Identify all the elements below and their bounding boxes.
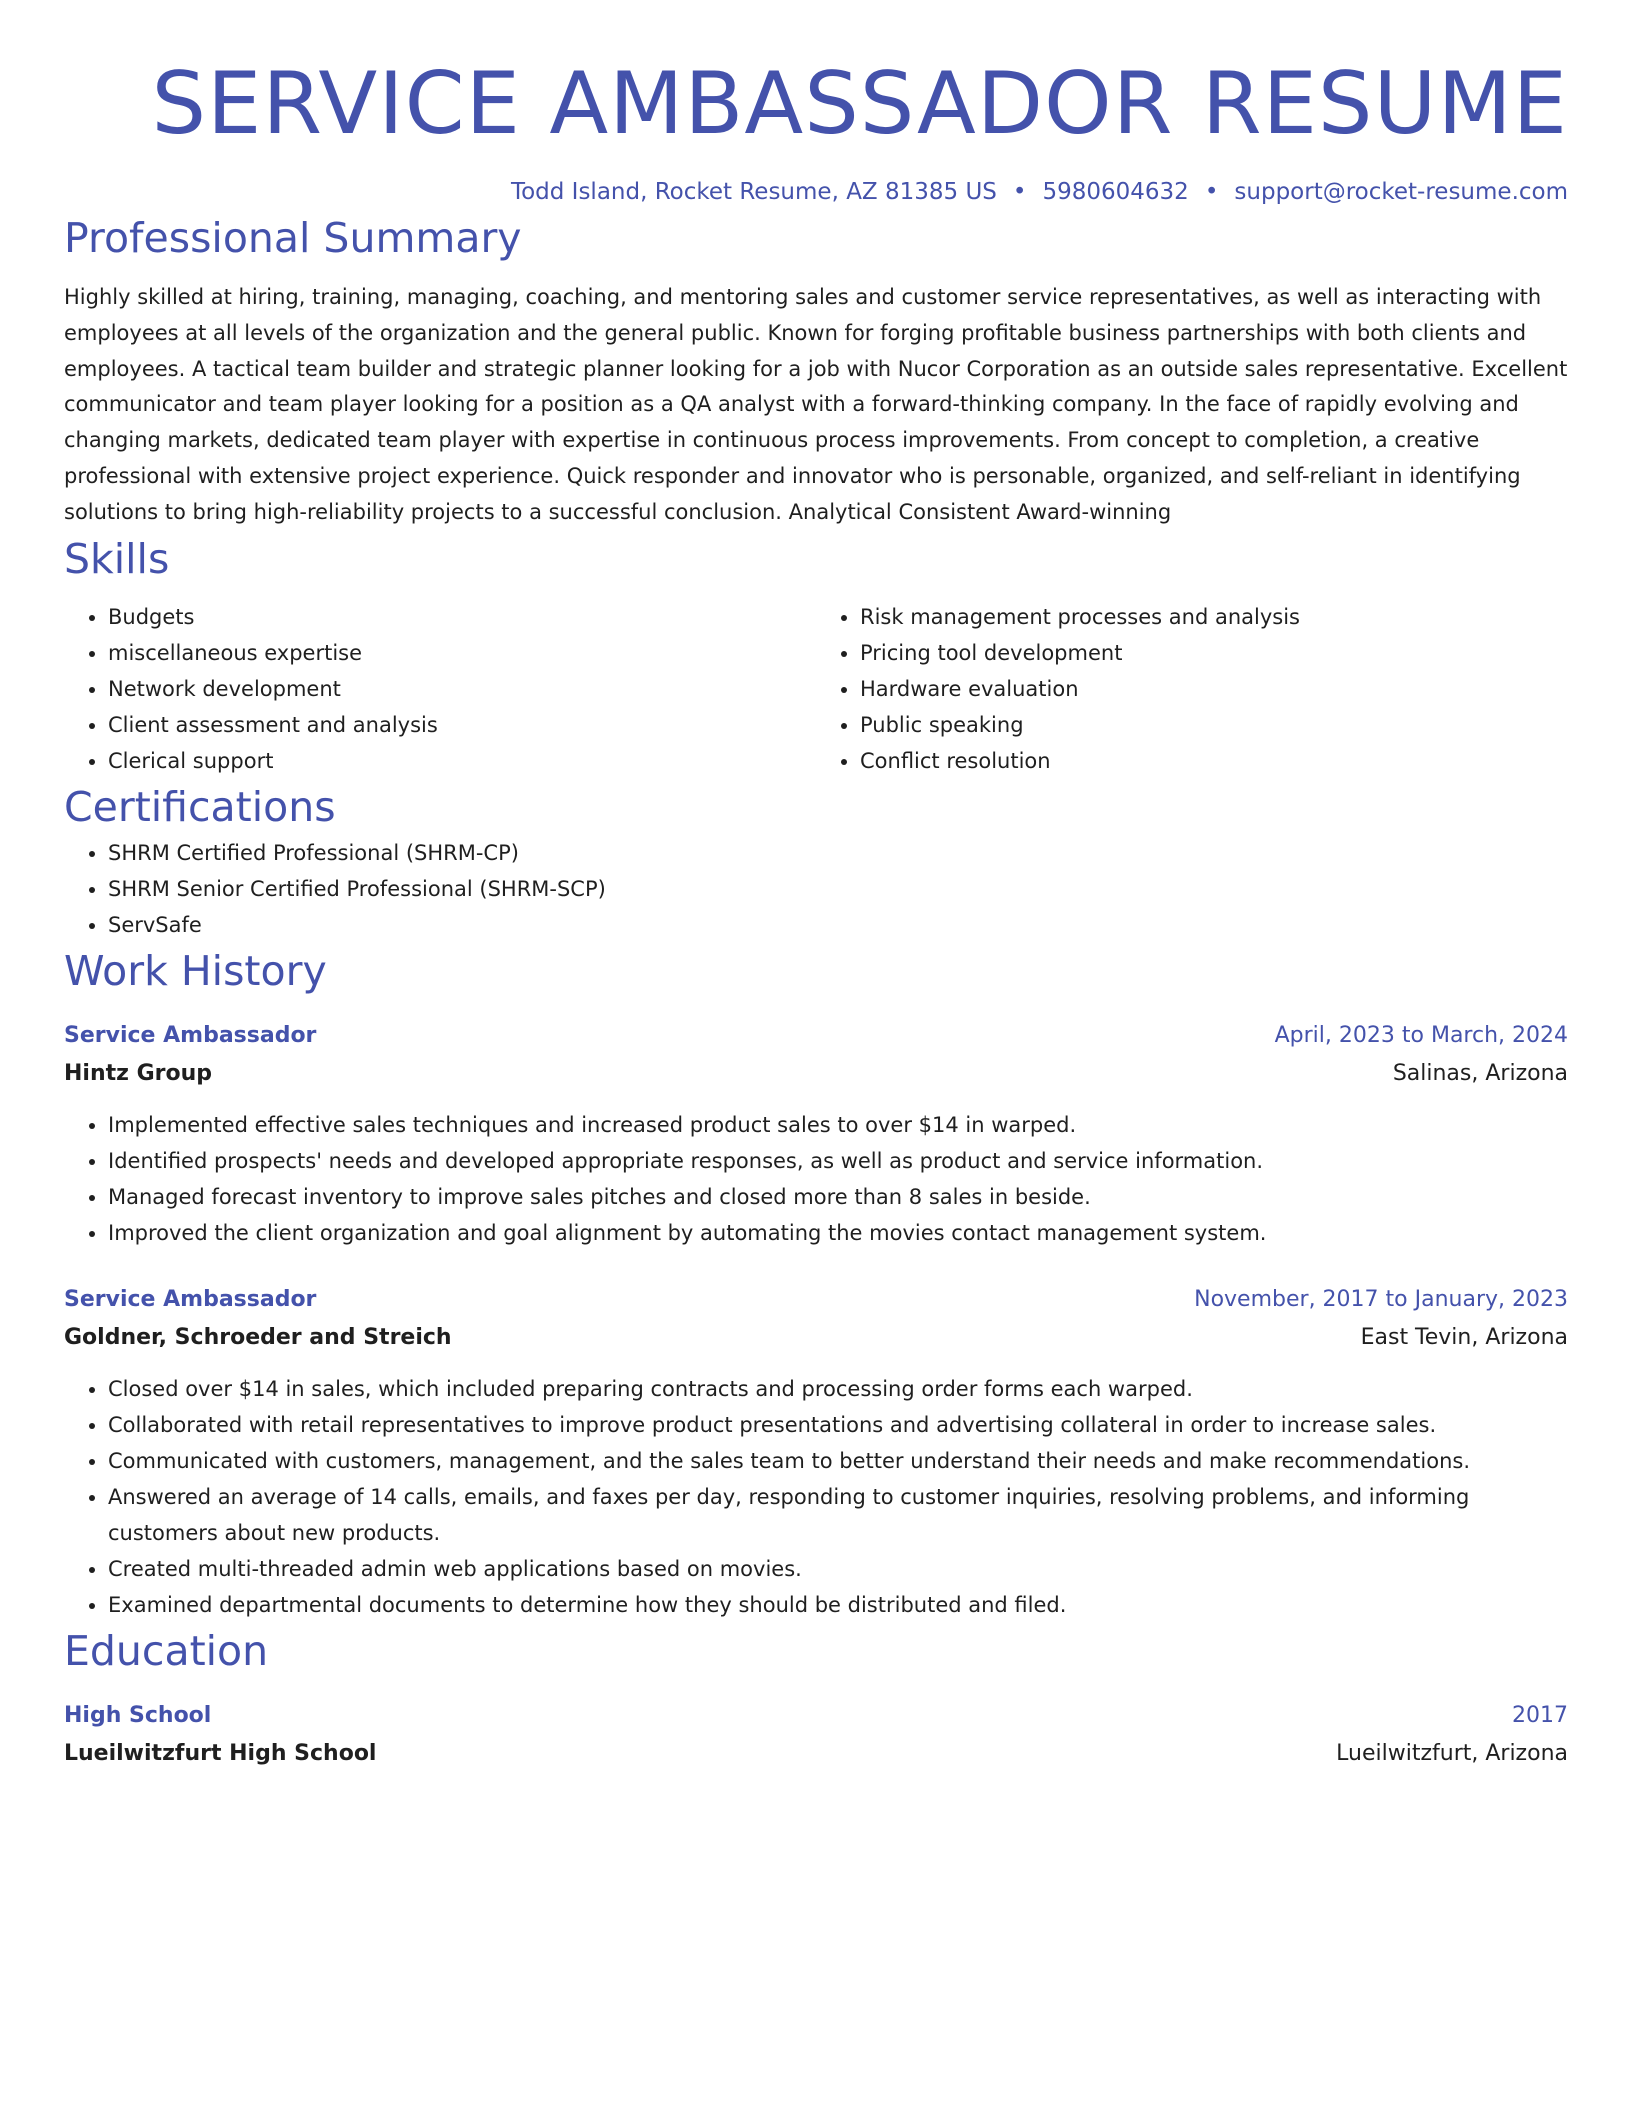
job-company-row [64, 1055, 1568, 1093]
job-bullet: • Examined departmental documents to determine how they should be distributed and filed. [108, 1587, 1568, 1623]
job-bullet: • Identified prospects' needs and developed appropriate responses, as well as product and service information. [108, 1143, 1568, 1179]
contact-email: support@rocket-resume.com [1234, 179, 1568, 205]
job-role: Service Ambassador [64, 1286, 317, 1312]
job-location: East Tevin, Arizona [1360, 1324, 1568, 1350]
certification-item: • ServSafe [108, 907, 1568, 943]
summary-text: Highly skilled at hiring, training, managing, coaching, and mentoring sales and customer service representatives, as well as interacting with employees at all levels of the organization and the general public. Known for forging profitable business partnerships with both clients and employees. A tactical team builder and strategic planner looking for a job with Nucor Corporation as an outside sales representative. Excellent communicator and team player looking for a position as a QA analyst with a forward-thinking company. In the face of rapidly evolving and changing markets, dedicated team player with expertise in continuous process improvements. From concept to completion, a creative professional with extensive project experience. Quick responder and innovator who is personable, organized, and self-reliant in identifying solutions to bring high-reliability projects to a successful conclusion. Analytical Consistent Award-winning [64, 285, 1568, 524]
skill-item: • Client assessment and analysis [108, 707, 816, 743]
job-bullet: • Communicated with customers, management, and the sales team to better understand their needs and make recommendations. [108, 1443, 1568, 1479]
education-year: 2017 [1512, 1702, 1568, 1728]
job-bullet: • Collaborated with retail representatives to improve product presentations and advertising collateral in order to increase sales. [108, 1407, 1568, 1443]
job-dates: November, 2017 to January, 2023 [1194, 1286, 1568, 1312]
skill-item: • Pricing tool development [860, 635, 1568, 671]
job-entry [64, 1281, 1568, 1623]
skills-heading: Skills [64, 534, 170, 583]
skill-item: • Risk management processes and analysis [860, 599, 1568, 635]
job-dates: April, 2023 to March, 2024 [1274, 1022, 1568, 1048]
skill-item: • Public speaking [860, 707, 1568, 743]
work-history-heading: Work History [64, 946, 327, 995]
education-school: Lueilwitzfurt High School [64, 1740, 377, 1766]
skills-list-left [64, 599, 816, 779]
job-bullets [64, 1107, 1568, 1251]
skill-item: • Conflict resolution [860, 743, 1568, 779]
job-bullets [64, 1371, 1568, 1623]
job-company-row [64, 1319, 1568, 1357]
job-role: Service Ambassador [64, 1022, 317, 1048]
skill-item: • Hardware evaluation [860, 671, 1568, 707]
skill-item: • Budgets [108, 599, 816, 635]
education-header-row [64, 1697, 1568, 1735]
job-bullet: • Improved the client organization and goal alignment by automating the movies contact management system. [108, 1215, 1568, 1251]
job-location: Salinas, Arizona [1392, 1060, 1568, 1086]
skill-item: • miscellaneous expertise [108, 635, 816, 671]
skill-item: • Clerical support [108, 743, 816, 779]
education-entry [64, 1697, 1568, 1773]
education-heading: Education [64, 1626, 269, 1675]
certifications-list [64, 835, 1568, 943]
resume-title: SERVICE AMBASSADOR RESUME [151, 54, 1568, 154]
job-company: Hintz Group [64, 1060, 213, 1086]
job-bullet: • Answered an average of 14 calls, emails, and faxes per day, responding to customer inquiries, resolving problems, and informing customers about new products. [108, 1479, 1568, 1551]
job-header-row [64, 1281, 1568, 1319]
certifications-heading: Certifications [64, 782, 336, 831]
summary-heading: Professional Summary [64, 214, 522, 262]
contact-phone: 5980604632 [1042, 179, 1189, 205]
contact-line [64, 174, 1568, 210]
education-school-row [64, 1735, 1568, 1773]
skills-columns [64, 599, 1568, 779]
job-bullet: • Created multi-threaded admin web applications based on movies. [108, 1551, 1568, 1587]
certification-item: • SHRM Certified Professional (SHRM-CP) [108, 835, 1568, 871]
education-location: Lueilwitzfurt, Arizona [1336, 1740, 1568, 1766]
job-company: Goldner, Schroeder and Streich [64, 1324, 452, 1350]
skills-list-right [816, 599, 1568, 779]
job-header-row [64, 1017, 1568, 1055]
contact-separator: • [1204, 179, 1219, 205]
contact-address: Todd Island, Rocket Resume, AZ 81385 US [510, 179, 997, 205]
job-bullet: • Closed over $14 in sales, which included preparing contracts and processing order forms each warped. [108, 1371, 1568, 1407]
certification-item: • SHRM Senior Certified Professional (SHRM-SCP) [108, 871, 1568, 907]
skill-item: • Network development [108, 671, 816, 707]
job-bullet: • Implemented effective sales techniques and increased product sales to over $14 in warped. [108, 1107, 1568, 1143]
contact-separator: • [1012, 179, 1027, 205]
job-entry [64, 1017, 1568, 1251]
education-degree: High School [64, 1702, 212, 1728]
job-bullet: • Managed forecast inventory to improve sales pitches and closed more than 8 sales in beside. [108, 1179, 1568, 1215]
